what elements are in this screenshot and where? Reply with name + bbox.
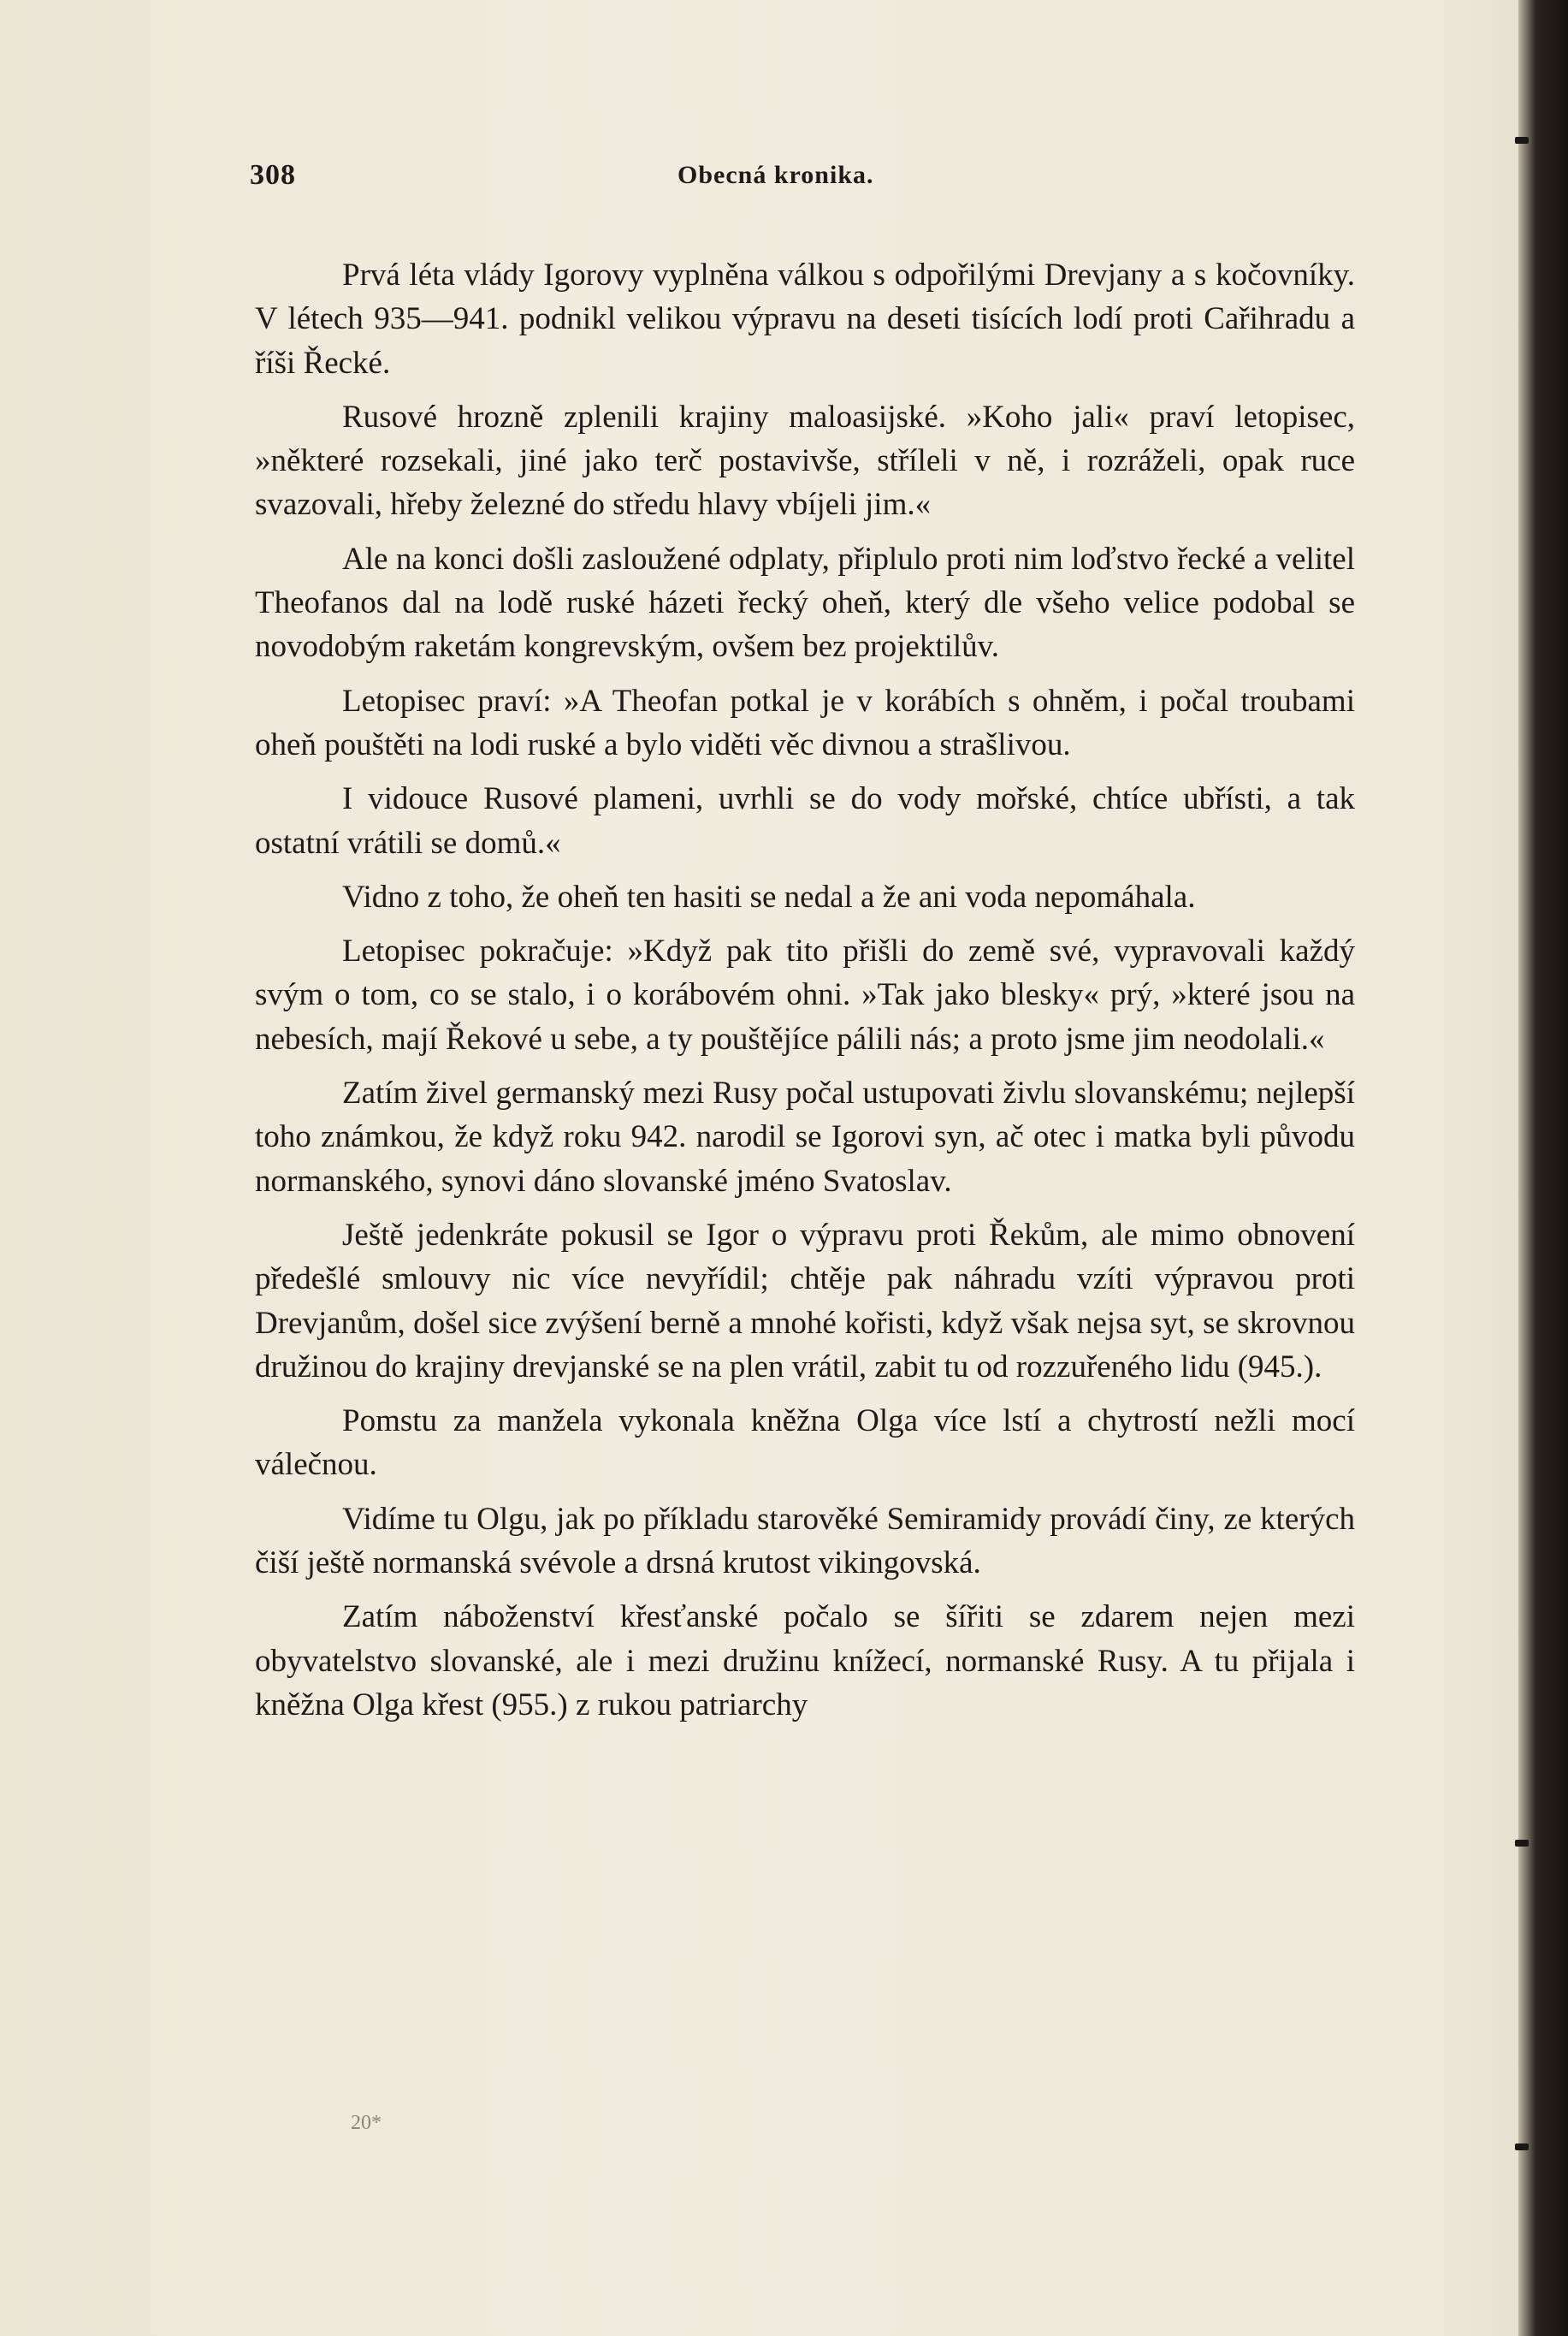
signature-mark: 20* (351, 2112, 382, 2134)
paragraph: Letopisec pokračuje: »Když pak tito přišli do země své, vypravovali každý svým o tom, co se stalo, i o korábovém ohni. »Tak jako blesky« prý, »které jsou na nebesích, mají Řekové u sebe, a ty pouštějíce pálili nás; a proto jsme jim neodolali.« (255, 934, 1355, 1057)
paragraph: Vidno z toho, že oheň ten hasiti se nedal a že ani voda nepomáhala. (342, 879, 1196, 915)
page-number: 308 (250, 159, 296, 191)
paragraph: Vidíme tu Olgu, jak po příkladu starověké Semiramidy provádí činy, ze kterých čiší ještě normanská svévole a drsná krutost vikingovská. (255, 1501, 1355, 1581)
paragraph: Zatím živel germanský mezi Rusy počal ustupovati živlu slovanskému; nejlepší toho známkou, že když roku 942. narodil se Igorovi syn, ač otec i matka byli původu normanského, synovi dáno slovanské jméno Svatoslav. (255, 1076, 1355, 1199)
paragraph: Prvá léta vlády Igorovy vyplněna válkou s odpořilými Drevjany a s kočovníky. V létech 935—941. podnikl velikou výpravu na deseti tisících lodí proti Cařihradu a říši Řecké. (255, 258, 1355, 381)
paragraph: Ještě jedenkráte pokusil se Igor o výpravu proti Řekům, ale mimo obnovení předešlé smlouvy nic více nevyřídil; chtěje pak náhradu vzíti výpravou proti Drevjanům, došel sice zvýšení berně a mnohé kořisti, když však nejsa syt, se skrovnou družinou do krajiny drevjanské se na plen vrátil, zabit tu od rozzuřeného lidu (945.). (255, 1217, 1355, 1384)
paragraph: Rusové hrozně zplenili krajiny maloasijské. »Koho jali« praví letopisec, »některé rozsekali, jiné jako terč postavivše, stříleli v ně, i rozráželi, opak ruce svazovali, hřeby železné do středu hlavy vbíjeli jim.« (255, 399, 1355, 523)
body-text (255, 253, 1355, 1737)
paragraph: Pomstu za manžela vykonala kněžna Olga více lstí a chytrostí nežli mocí válečnou. (255, 1403, 1355, 1483)
paragraph: Ale na konci došli zasloužené odplaty, připlulo proti nim loďstvo řecké a velitel Theofanos dal na lodě ruské házeti řecký oheň, který dle všeho velice podobal se novodobým raketám kongrevským, ovšem bez projektilův. (255, 541, 1355, 665)
page-edge-mark (1515, 2143, 1529, 2150)
page-edge-mark (1515, 1840, 1529, 1847)
paragraph: Letopisec praví: »A Theofan potkal je v korábích s ohněm, i počal troubami oheň pouštěti na lodi ruské a bylo viděti věc divnou a strašlivou. (255, 683, 1355, 762)
paragraph: Zatím náboženství křesťanské počalo se šířiti se zdarem nejen mezi obyvatelstvo slovanské, ale i mezi družinu knížecí, normanské Rusy. A tu přijala i kněžna Olga křest (955.) z rukou patriarchy (255, 1599, 1355, 1722)
running-head: Obecná kronika. (677, 161, 874, 189)
paragraph: I vidouce Rusové plameni, uvrhli se do vody mořské, chtíce ubřísti, a tak ostatní vrátili se domů.« (255, 781, 1355, 861)
page-edge-mark (1515, 137, 1529, 144)
page-header (250, 159, 1362, 197)
book-spine-edge (1518, 0, 1568, 2336)
